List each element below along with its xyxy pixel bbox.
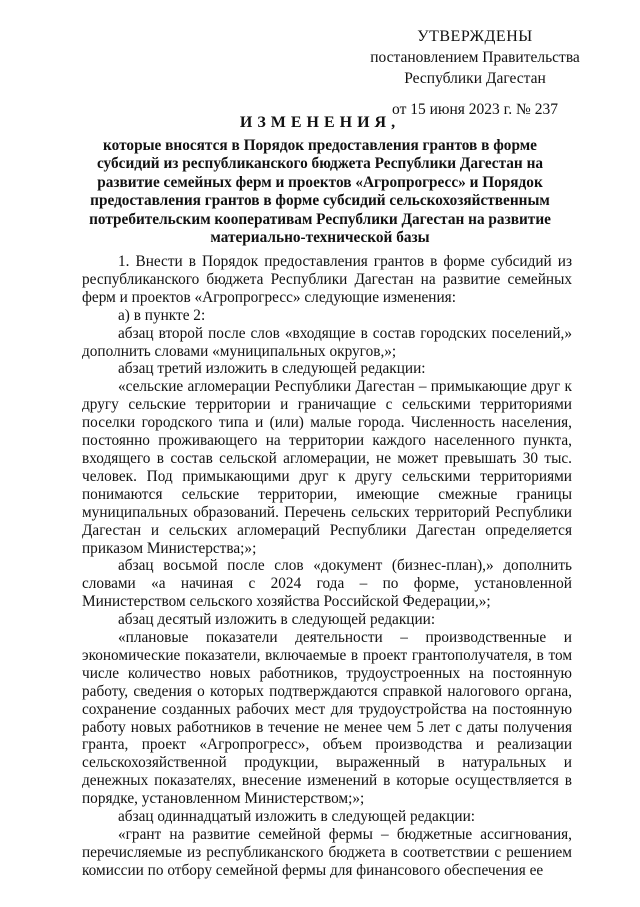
paragraph: «грант на развитие семейной фермы – бюджетные ассигнования, перечисляемые из республиканского бюджета в соответствии с решением комиссии по отбору семейной фермы для финансового обеспечения ее (82, 826, 572, 879)
heading-title: ИЗМЕНЕНИЯ, (239, 114, 401, 131)
paragraph: абзац десятый изложить в следующей редакции: (118, 611, 436, 629)
approval-block (360, 26, 590, 120)
heading-subtitle: которые вносятся в Порядок предоставления грантов в форме субсидий из республиканского бюджета Республики Дагестан на развитие семейных ферм и проектов «Агропрогресс» и Порядок предоставления грантов в форме субсидий сельскохозяйственным потребительским кооперативам Республики Дагестан на развитие материально-технической базы (89, 136, 551, 246)
paragraph: абзац одиннадцатый изложить в следующей редакции: (118, 808, 476, 826)
approval-line-2: Республики Дагестан (404, 70, 546, 87)
approval-line-3: от 15 июня 2023 г. № 237 (392, 101, 558, 118)
document-heading (80, 114, 560, 248)
paragraph: «плановые показатели деятельности – производственные и экономические показатели, включаемые в проект грантополучателя, в том числе количество новых работников, трудоустроенных на постоянную работу, сведения о которых подтверждаются справкой налогового органа, сохранение созданных рабочих мест для трудоустройства на постоянную работу новых работников в течение не менее чем 5 лет с даты получения гранта, проект «Агропрогресс», объем производства и реализации сельскохозяйственной продукции, выраженный в натуральных и денежных показателях, внесение изменений в которые осуществляется в порядке, установленном Министерством;»; (82, 629, 572, 808)
paragraph: абзац второй после слов «входящие в состав городских поселений,» дополнить словами «муниципальных округов,»; (82, 324, 572, 360)
paragraph: абзац третий изложить в следующей редакции: (118, 360, 426, 378)
approval-title: УТВЕРЖДЕНЫ (417, 28, 533, 45)
document-body (82, 253, 572, 880)
paragraph: «сельские агломерации Республики Дагестан – примыкающие друг к другу сельские территории и граничащие с сельскими территориями поселки городского типа и (или) малые города. Численность населения, постоянно проживающего на территории каждого населенного пункта, входящего в состав сельской агломерации, не может превышать 30 тыс. человек. Под примыкающими друг к другу сельскими территориями понимаются сельские территории, имеющие смежные границы муниципальных образований. Перечень сельских территорий Республики Дагестан и сельских агломераций Республики Дагестан определяется приказом Министерства;»; (82, 378, 572, 557)
paragraph: а) в пункте 2: (118, 306, 206, 324)
paragraph: абзац восьмой после слов «документ (бизнес-план),» дополнить словами «а начиная с 2024 года – по форме, установленной Министерством сельского хозяйства Российской Федерации,»; (82, 557, 572, 611)
approval-line-1: постановлением Правительства (370, 49, 580, 66)
paragraph: 1. Внести в Порядок предоставления грантов в форме субсидий из республиканского бюджета Республики Дагестан на развитие семейных ферм и проектов «Агропрогресс» следующие изменения: (82, 253, 572, 306)
